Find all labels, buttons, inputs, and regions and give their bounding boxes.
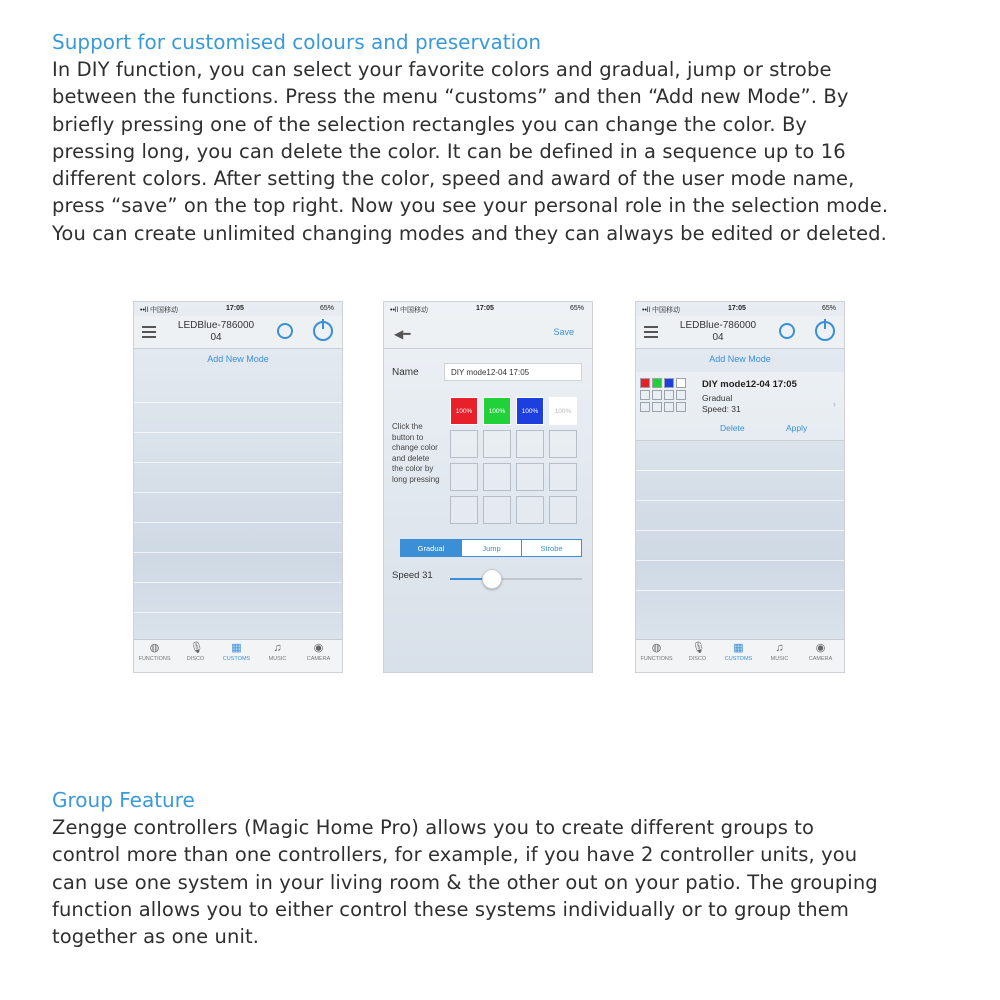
color-slot-empty[interactable]: [450, 463, 478, 491]
grid-icon: ▦: [231, 642, 242, 654]
preview-color-empty: [652, 402, 662, 412]
mode-jump-button[interactable]: Jump: [461, 539, 522, 557]
alarm-clock-icon[interactable]: [779, 323, 795, 339]
list-divider: [636, 530, 844, 531]
microphone-icon: 🎙: [189, 642, 204, 654]
phone-screenshot-edit-mode: [383, 301, 593, 673]
battery-label: 65%: [821, 305, 836, 312]
paragraph-line: function allows you to either control these systems individually or to group them: [52, 897, 849, 921]
carrier-label: ••ll 中国移动: [642, 307, 680, 314]
tab-disco[interactable]: 🎙 DISCO: [688, 642, 707, 662]
color-slot-empty[interactable]: [483, 463, 511, 491]
preview-color-empty: [652, 390, 662, 400]
color-slot-empty[interactable]: [516, 496, 544, 524]
list-divider: [636, 500, 844, 501]
device-title: [676, 320, 760, 344]
tab-bar: [134, 639, 342, 672]
speed-slider[interactable]: [450, 578, 582, 580]
tab-music[interactable]: ♫ MUSIC: [268, 642, 287, 662]
color-slot-filled[interactable]: 100%: [483, 397, 511, 425]
paragraph-line: together as one unit.: [52, 925, 260, 949]
list-divider: [636, 590, 844, 591]
list-divider: [134, 462, 342, 463]
top-bar: [134, 316, 342, 349]
color-slot-empty[interactable]: [516, 463, 544, 491]
color-slot-empty[interactable]: [549, 430, 577, 458]
preview-color-filled: [676, 378, 686, 388]
preview-color-empty: [664, 390, 674, 400]
tab-disco[interactable]: 🎙 DISCO: [186, 642, 205, 662]
power-icon[interactable]: [815, 321, 835, 341]
list-divider: [134, 492, 342, 493]
preview-color-empty: [676, 402, 686, 412]
add-new-mode-button[interactable]: Add New Mode: [207, 354, 269, 364]
menu-icon[interactable]: [644, 326, 658, 338]
tab-functions[interactable]: ◍ FUNCTIONS: [640, 642, 673, 662]
tab-music[interactable]: ♫ MUSIC: [770, 642, 789, 662]
color-hint-text: Click the button to change color and delete the color by long pressing: [392, 422, 440, 484]
saved-mode-name: DIY mode12-04 17:05: [702, 379, 797, 390]
preview-color-empty: [676, 390, 686, 400]
back-arrow-icon[interactable]: ◀━: [394, 327, 411, 341]
top-bar: [384, 316, 592, 349]
list-divider: [134, 432, 342, 433]
paragraph-line: pressing long, you can delete the color. It can be defined in a sequence up to 16: [52, 139, 846, 163]
paragraph-line: You can create unlimited changing modes and they can always be edited or deleted.: [52, 221, 887, 245]
saved-mode-type: Gradual: [702, 393, 733, 403]
grid-icon: ▦: [733, 642, 744, 654]
list-divider: [636, 560, 844, 561]
mode-strobe-button[interactable]: Strobe: [521, 539, 582, 557]
top-bar: [636, 316, 844, 349]
status-bar: [636, 302, 844, 316]
device-title-line2: 04: [210, 332, 222, 343]
color-slot-filled[interactable]: 100%: [549, 397, 577, 425]
status-time: 17:05: [476, 305, 494, 312]
tab-camera[interactable]: ◉ CAMERA: [306, 642, 331, 662]
chevron-right-icon[interactable]: ›: [833, 399, 836, 409]
tab-customs[interactable]: ▦ CUSTOMS: [222, 642, 251, 662]
color-slot-empty[interactable]: [483, 496, 511, 524]
preview-color-empty: [640, 402, 650, 412]
list-divider: [636, 470, 844, 471]
functions-icon: ◍: [149, 642, 160, 654]
camera-icon: ◉: [815, 642, 826, 654]
section-paragraph-custom-colours: [52, 56, 888, 247]
menu-icon[interactable]: [142, 326, 156, 338]
list-divider: [134, 552, 342, 553]
camera-icon: ◉: [313, 642, 324, 654]
preview-color-empty: [640, 390, 650, 400]
color-slot-empty[interactable]: [516, 430, 544, 458]
paragraph-line: between the functions. Press the menu “customs” and then “Add new Mode”. By: [52, 85, 849, 109]
color-slot-empty[interactable]: [450, 430, 478, 458]
tab-customs[interactable]: ▦ CUSTOMS: [724, 642, 753, 662]
status-time: 17:05: [728, 305, 746, 312]
color-slot-empty[interactable]: [483, 430, 511, 458]
power-icon[interactable]: [313, 321, 333, 341]
preview-color-filled: [664, 378, 674, 388]
list-divider: [134, 522, 342, 523]
music-note-icon: ♫: [775, 642, 784, 654]
color-slot-empty[interactable]: [549, 496, 577, 524]
paragraph-line: press “save” on the top right. Now you see your personal role in the selection mode.: [52, 194, 889, 218]
speed-slider-handle[interactable]: [482, 569, 502, 589]
color-slot-empty[interactable]: [549, 463, 577, 491]
device-title: [174, 320, 258, 344]
battery-label: 65%: [319, 305, 334, 312]
preview-color-filled: [640, 378, 650, 388]
tab-bar: [636, 639, 844, 672]
apply-button[interactable]: Apply: [786, 423, 808, 433]
phone-screenshot-customs-list: [133, 301, 343, 673]
name-label: Name: [392, 367, 419, 378]
paragraph-line: different colors. After setting the color, speed and award of the user mode name,: [52, 167, 855, 191]
color-slot-filled[interactable]: 100%: [516, 397, 544, 425]
color-slot-empty[interactable]: [450, 496, 478, 524]
device-title-line1: LEDBlue-786000: [679, 320, 757, 331]
music-note-icon: ♫: [273, 642, 282, 654]
list-divider: [134, 582, 342, 583]
delete-button[interactable]: Delete: [720, 423, 745, 433]
tab-camera[interactable]: ◉ CAMERA: [808, 642, 833, 662]
status-bar: [134, 302, 342, 316]
paragraph-line: can use one system in your living room & the other out on your patio. The grouping: [52, 870, 878, 894]
section-heading-group-feature: Group Feature: [52, 788, 195, 812]
tab-functions[interactable]: ◍ FUNCTIONS: [138, 642, 171, 662]
paragraph-line: In DIY function, you can select your favorite colors and gradual, jump or strobe: [52, 58, 832, 81]
mode-name-input[interactable]: DIY mode12-04 17:05: [444, 363, 582, 381]
mode-gradual-button[interactable]: Gradual: [400, 539, 462, 557]
carrier-label: ••ll 中国移动: [140, 307, 178, 314]
phone-screenshot-saved-mode: [635, 301, 845, 673]
paragraph-line: Zengge controllers (Magic Home Pro) allows you to create different groups to: [52, 816, 815, 839]
save-button[interactable]: Save: [553, 327, 574, 337]
preview-color-empty: [664, 402, 674, 412]
section-paragraph-group-feature: [52, 814, 878, 950]
functions-icon: ◍: [651, 642, 662, 654]
section-heading-custom-colours: Support for customised colours and preservation: [52, 30, 542, 54]
device-title-line2: 04: [712, 332, 724, 343]
list-divider: [134, 612, 342, 613]
carrier-label: ••ll 中国移动: [390, 307, 428, 314]
add-new-mode-button[interactable]: Add New Mode: [709, 354, 771, 364]
list-divider: [134, 402, 342, 403]
device-title-line1: LEDBlue-786000: [177, 320, 255, 331]
status-bar: [384, 302, 592, 316]
alarm-clock-icon[interactable]: [277, 323, 293, 339]
paragraph-line: control more than one controllers, for example, if you have 2 controller units, you: [52, 843, 858, 867]
microphone-icon: 🎙: [691, 642, 706, 654]
preview-color-filled: [652, 378, 662, 388]
saved-mode-speed: Speed: 31: [702, 404, 741, 414]
paragraph-line: briefly pressing one of the selection rectangles you can change the color. By: [52, 112, 808, 136]
speed-label: Speed 31: [392, 570, 433, 581]
status-time: 17:05: [226, 305, 244, 312]
color-slot-filled[interactable]: 100%: [450, 397, 478, 425]
battery-label: 65%: [569, 305, 584, 312]
